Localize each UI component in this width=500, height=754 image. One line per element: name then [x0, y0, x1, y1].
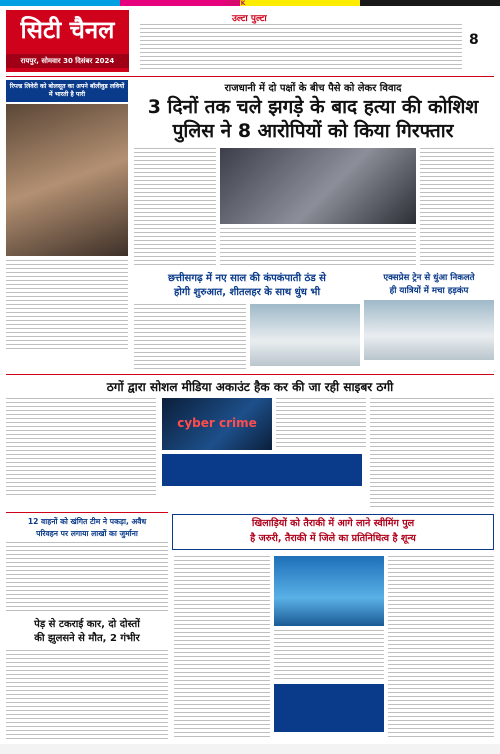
- swim-body-right: [388, 556, 494, 740]
- top-kicker: राजधानी में दो पक्षों के बीच पैसे को लेकर विवाद: [224, 83, 402, 94]
- header-divider: [6, 76, 494, 77]
- fine-headline-line-2: परिवहन पर लगाया लाखों का जुर्माना: [36, 529, 138, 538]
- top-color-bar: [0, 0, 500, 6]
- swim-body-center: [274, 630, 384, 680]
- cyber-body-right: [370, 398, 494, 508]
- swimming-pool-photo: [274, 556, 384, 626]
- fog-photo: [250, 304, 360, 366]
- masthead: [6, 10, 129, 72]
- weather-headline-line-1: छत्तीसगढ़ में नए साल की कंपकंपाती ठंड से: [168, 273, 326, 284]
- cyber-headline: ठगों द्वारा सोशल मीडिया अकाउंट हैक कर की जा रही साइबर ठगी: [106, 380, 394, 394]
- side-column-label: उल्टा पुल्टा: [232, 14, 267, 24]
- train-headline-line-2: ही यात्रियों में मचा हड़कंप: [389, 286, 469, 296]
- cmyk-label: CMYK: [226, 0, 246, 7]
- masthead-date: रायपुर, सोमवार 30 दिसंबर 2024: [6, 54, 129, 68]
- masthead-title: सिटी चैनल: [20, 16, 115, 44]
- tree-headline-line-2: की झुलसने से मौत, 2 गंभीर: [34, 633, 140, 644]
- cyber-divider: [6, 374, 494, 375]
- accused-photo: [220, 148, 416, 224]
- swim-headline-line-2: है जरुरी, तैराकी में जिले का प्रतिनिधित्व है शून्य: [250, 533, 416, 544]
- page-number: 8: [469, 32, 479, 48]
- swim-body-left: [174, 556, 270, 740]
- main-headline-line-1: 3 दिनों तक चले झगड़े के बाद हत्या की कोशिश: [147, 96, 479, 118]
- main-story-body-center: [220, 228, 416, 268]
- cyber-body-center: [276, 398, 366, 450]
- cyber-image-label: cyber crime: [177, 416, 257, 430]
- train-photo: [364, 300, 494, 360]
- swim-headline-line-1: खिलाड़ियों को तैराकी में आगे लाने स्वीमिंग पुल: [251, 518, 415, 529]
- main-headline-line-2: पुलिस ने 8 आरोपियों को किया गिरफ्तार: [172, 120, 454, 142]
- weather-body-left: [134, 304, 246, 370]
- weather-headline-line-2: होगी शुरुआत, शीतलहर के साथ धुंध भी: [173, 287, 321, 298]
- tree-headline-line-1: पेड़ से टकराई कार, दो दोस्तों: [34, 619, 140, 630]
- train-headline-line-1: एक्सप्रेस ट्रेन से धुंआ निकलते: [383, 273, 475, 283]
- cyber-body-left: [6, 398, 156, 498]
- fine-headline-line-1: 12 वाहनों को खंगित टीम ने पकड़ा, अवैध: [27, 517, 147, 526]
- tree-body: [6, 650, 168, 740]
- main-story-body-left: [134, 148, 216, 268]
- fine-body: [6, 542, 168, 614]
- page-footer: [0, 744, 500, 754]
- cyber-bullets-box: [162, 454, 362, 486]
- fine-divider: [6, 512, 168, 513]
- side-column-body: [140, 24, 462, 70]
- swim-bullets-box: [274, 684, 384, 732]
- main-story-body-right: [420, 148, 494, 268]
- left-feature-body: [6, 260, 128, 350]
- left-feature-headline: रिप्ल्ड लिवेरी को बोलसूत का अपने बॉलीवुड लवियों में भारती है पारी: [6, 80, 128, 102]
- cyber-crime-illustration-icon: [162, 398, 272, 450]
- actress-photo: [6, 104, 128, 256]
